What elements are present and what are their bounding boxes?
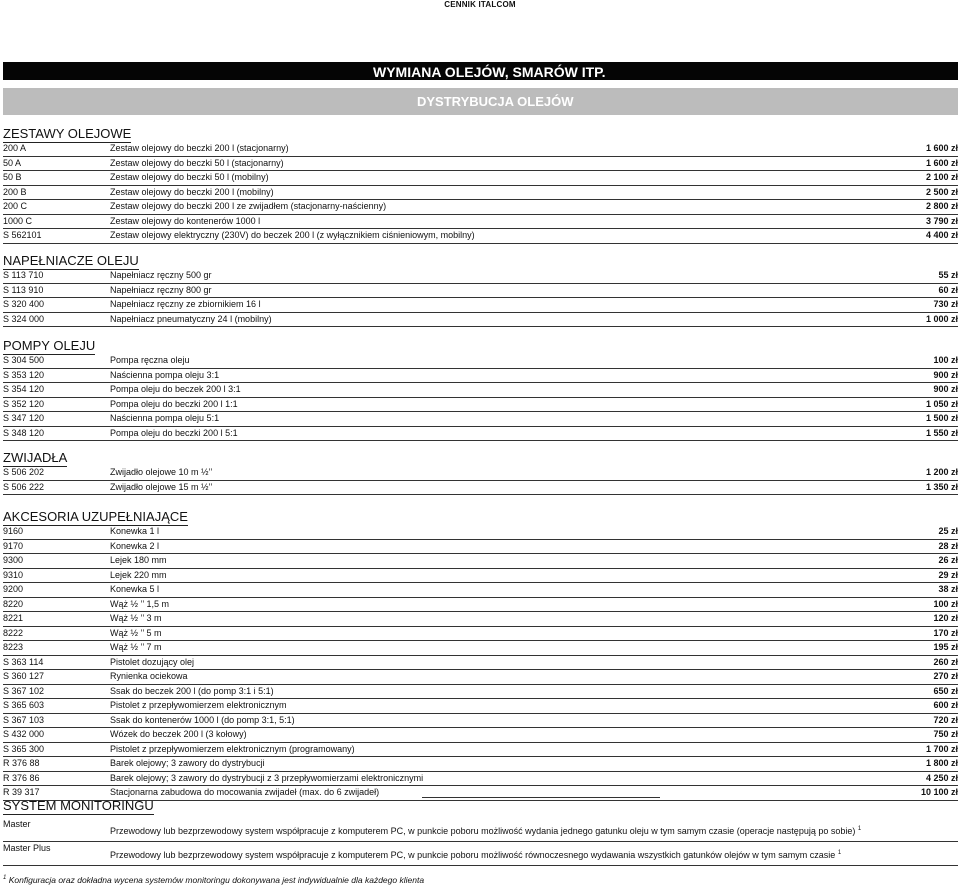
price-row: [3, 171, 958, 186]
row-name: Pistolet z przepływomierzem elektronicznym (programowany): [110, 743, 355, 754]
row-name: Pompa oleju do beczki 200 l 5:1: [110, 427, 238, 438]
row-code: 8221: [3, 613, 24, 623]
section-akcesoria: [3, 508, 958, 801]
row-code: S 562101: [3, 230, 42, 240]
row-code: 9300: [3, 555, 24, 565]
price-row: [3, 685, 958, 700]
price-row: [3, 157, 958, 172]
row-price: 10 100 zł: [920, 787, 958, 797]
row-code: 200 B: [3, 186, 27, 197]
price-row: [3, 540, 958, 555]
monitoring-row-master: [3, 817, 958, 842]
price-row: [3, 383, 958, 398]
row-price: 38 zł: [938, 584, 958, 594]
row-name: Rynienka ociekowa: [110, 671, 188, 681]
row-code: S 363 114: [3, 656, 44, 667]
row-code: R 39 317: [3, 787, 40, 797]
row-code: R 376 86: [3, 772, 40, 783]
row-price: 1 600 zł: [925, 157, 958, 168]
price-row: [3, 728, 958, 743]
row-name: Napełniacz pneumatyczny 24 l (mobilny): [110, 313, 272, 324]
row-price: 4 400 zł: [925, 230, 958, 240]
price-row: [3, 714, 958, 729]
price-row: [3, 772, 958, 787]
price-row: [3, 298, 958, 313]
row-description: Przewodowy lub bezprzewodowy system współpracuje z komputerem PC, w punkcie poboru możliwość równoczesnego wydawania wszystkich gatunków olejów w tym samym czasie $^1$: [110, 850, 842, 860]
row-code: R 376 88: [3, 758, 40, 768]
row-code: S 113 710: [3, 270, 44, 280]
row-name: Wąż ½ ’’ 7 m: [110, 642, 162, 652]
row-price: 4 250 zł: [925, 772, 958, 783]
row-name: Barek olejowy; 3 zawory do dystrybucji z 3 przepływomierzami elektronicznymi: [110, 772, 424, 783]
row-name: Pistolet z przepływomierzem elektronicznym: [110, 700, 287, 710]
price-row: [3, 412, 958, 427]
row-name: Wąż ½ ’’ 3 m: [110, 613, 162, 623]
section-title: ZESTAWY OLEJOWE: [3, 126, 132, 141]
row-code: S 324 000: [3, 313, 45, 324]
row-code: S 348 120: [3, 427, 45, 438]
row-code: S 367 103: [3, 714, 45, 725]
row-name: Zestaw olejowy do beczki 200 l (stacjonarny): [110, 143, 289, 153]
price-row: [3, 583, 958, 598]
row-name: Lejek 180 mm: [110, 555, 167, 565]
price-row: [3, 612, 958, 627]
price-row: [3, 743, 958, 758]
price-row: [3, 569, 958, 584]
row-name: Zestaw olejowy do beczki 200 l (mobilny): [110, 186, 274, 197]
row-name: Napełniacz ręczny ze zbiornikiem 16 l: [110, 299, 261, 309]
row-price: 1 500 zł: [925, 413, 958, 423]
row-price: 1 550 zł: [925, 427, 958, 438]
section-title: AKCESORIA UZUPEŁNIAJĄCE: [3, 509, 188, 524]
section-napelniacze: [3, 252, 958, 327]
row-code: 8223: [3, 642, 24, 652]
row-name: Pompa oleju do beczki 200 l 1:1: [110, 398, 238, 409]
row-code: S 304 500: [3, 355, 45, 365]
main-title: WYMIANA OLEJÓW, SMARÓW ITP.: [373, 64, 606, 80]
price-row: [3, 641, 958, 656]
section-pompy: [3, 337, 958, 441]
price-row: [3, 627, 958, 642]
price-row: [3, 354, 958, 369]
row-description: Przewodowy lub bezprzewodowy system współpracuje z komputerem PC, w punkcie poboru możliwość wydania jednego gatunku oleju w tym samym czasie (operacje następują po sobie) $^1$: [110, 826, 862, 836]
row-code: Master Plus: [3, 843, 51, 853]
row-price: 3 790 zł: [925, 215, 958, 226]
row-name: Zestaw olejowy do beczki 200 l ze zwijadłem (stacjonarny-naścienny): [110, 201, 387, 211]
row-price: 600 zł: [933, 700, 958, 710]
row-code: 50 B: [3, 172, 22, 182]
section-title: POMPY OLEJU: [3, 338, 96, 353]
row-code: S 320 400: [3, 299, 45, 309]
row-price: 28 zł: [938, 540, 958, 551]
price-row: [3, 369, 958, 384]
section-zestawy: [3, 125, 958, 244]
row-price: 120 zł: [933, 613, 958, 623]
row-code: 8222: [3, 627, 24, 638]
row-code: Master: [3, 819, 31, 829]
row-code: 8220: [3, 598, 24, 609]
row-name: Barek olejowy; 3 zawory do dystrybucji: [110, 758, 265, 768]
row-name: Stacjonarna zabudowa do mocowania zwijadeł (max. do 6 zwijadeł): [110, 787, 380, 797]
row-code: S 113 910: [3, 284, 44, 295]
row-code: S 432 000: [3, 729, 45, 739]
price-row: [3, 757, 958, 772]
row-price: 170 zł: [933, 627, 958, 638]
price-row: [3, 229, 958, 244]
row-code: S 367 102: [3, 685, 45, 696]
row-code: 1000 C: [3, 215, 33, 226]
row-price: 260 zł: [933, 656, 958, 667]
row-code: S 360 127: [3, 671, 45, 681]
row-code: S 365 603: [3, 700, 45, 710]
price-row: [3, 186, 958, 201]
row-code: 9310: [3, 569, 24, 580]
row-code: S 347 120: [3, 413, 45, 423]
row-code: S 506 202: [3, 467, 45, 477]
row-name: Pompa oleju do beczek 200 l 3:1: [110, 384, 241, 394]
row-code: S 354 120: [3, 384, 45, 394]
row-name: Konewka 2 l: [110, 540, 160, 551]
row-price: 2 500 zł: [925, 186, 958, 197]
price-row: [3, 554, 958, 569]
price-row: [3, 142, 958, 157]
row-price: 2 100 zł: [925, 172, 958, 182]
monitoring-row-master-plus: [3, 841, 958, 866]
price-row: [3, 398, 958, 413]
document-title: CENNIK ITALCOM: [444, 0, 516, 9]
row-code: 200 C: [3, 201, 28, 211]
row-name: Ssak do beczek 200 l (do pomp 3:1 i 5:1): [110, 685, 274, 696]
row-name: Lejek 220 mm: [110, 569, 167, 580]
price-row: [3, 670, 958, 685]
main-title-bar: [3, 62, 958, 80]
price-row: [3, 284, 958, 299]
row-code: S 353 120: [3, 369, 45, 380]
row-name: Konewka 1 l: [110, 526, 160, 536]
price-row: [3, 699, 958, 714]
row-price: 730 zł: [933, 299, 958, 309]
row-name: Wózek do beczek 200 l (3 kołowy): [110, 729, 247, 739]
row-name: Zestaw olejowy do beczki 50 l (stacjonarny): [110, 157, 284, 168]
row-price: 29 zł: [938, 569, 958, 580]
price-row: [3, 466, 958, 481]
price-row: [3, 427, 958, 442]
row-name: Wąż ½ ’’ 1,5 m: [110, 598, 170, 609]
subtitle-bar: [3, 88, 958, 115]
row-name: Pistolet dozujący olej: [110, 656, 195, 667]
price-row: [3, 481, 958, 496]
price-row: [3, 215, 958, 230]
row-price: 1 700 zł: [925, 743, 958, 754]
row-code: 9200: [3, 584, 24, 594]
section-zwijadla: [3, 449, 958, 495]
price-row: [3, 598, 958, 613]
row-name: Ssak do kontenerów 1000 l (do pomp 3:1, 5:1): [110, 714, 295, 725]
row-name: Konewka 5 l: [110, 584, 160, 594]
row-name: Naścienna pompa oleju 5:1: [110, 413, 220, 423]
row-name: Zwijadło olejowe 10 m ½’’: [110, 467, 213, 477]
row-price: 2 800 zł: [925, 201, 958, 211]
row-code: 9170: [3, 540, 24, 551]
row-price: 195 zł: [933, 642, 958, 652]
row-price: 750 zł: [933, 729, 958, 739]
price-row: [3, 656, 958, 671]
subtitle: DYSTRYBUCJA OLEJÓW: [417, 94, 574, 109]
row-name: Zestaw olejowy elektryczny (230V) do beczek 200 l (z wyłącznikiem ciśnieniowym, mobilny): [110, 230, 475, 240]
price-row: [3, 200, 958, 215]
row-name: Pompa ręczna oleju: [110, 355, 190, 365]
section-title: NAPEŁNIACZE OLEJU: [3, 253, 139, 268]
price-row: [3, 269, 958, 284]
row-name: Zestaw olejowy do beczki 50 l (mobilny): [110, 172, 269, 182]
row-price: 270 zł: [933, 671, 958, 681]
row-code: 9160: [3, 526, 24, 536]
row-price: 25 zł: [938, 526, 958, 536]
row-code: 200 A: [3, 143, 27, 153]
footnote: $^1$ Konfiguracja oraz dokładna wycena systemów monitoringu dokonywana jest indywidualnie dla każdego klienta: [3, 875, 425, 885]
row-price: 1 200 zł: [925, 467, 958, 477]
row-code: S 365 300: [3, 743, 45, 754]
row-price: 900 zł: [933, 369, 958, 380]
section-monitoring: [3, 797, 958, 814]
row-price: 1 350 zł: [925, 481, 958, 492]
row-price: 650 zł: [933, 685, 958, 696]
price-row: [3, 313, 958, 328]
row-price: 1 000 zł: [925, 313, 958, 324]
row-name: Napełniacz ręczny 500 gr: [110, 270, 212, 280]
row-name: Zwijadło olejowe 15 m ½’’: [110, 481, 213, 492]
row-price: 100 zł: [933, 598, 958, 609]
section-title: ZWIJADŁA: [3, 450, 68, 465]
row-name: Napełniacz ręczny 800 gr: [110, 284, 212, 295]
row-name: Wąż ½ ’’ 5 m: [110, 627, 162, 638]
price-row: [3, 525, 958, 540]
section-title: SYSTEM MONITORINGU: [3, 798, 154, 813]
row-price: 900 zł: [933, 384, 958, 394]
row-price: 1 600 zł: [925, 143, 958, 153]
row-code: S 506 222: [3, 481, 45, 492]
row-name: Zestaw olejowy do kontenerów 1000 l: [110, 215, 261, 226]
row-name: Naścienna pompa oleju 3:1: [110, 369, 220, 380]
row-price: 720 zł: [933, 714, 958, 725]
row-price: 26 zł: [938, 555, 958, 565]
row-price: 100 zł: [933, 355, 958, 365]
row-price: 55 zł: [938, 270, 958, 280]
row-price: 1 800 zł: [925, 758, 958, 768]
row-price: 60 zł: [938, 284, 958, 295]
row-code: 50 A: [3, 157, 22, 168]
row-price: 1 050 zł: [925, 398, 958, 409]
row-code: S 352 120: [3, 398, 45, 409]
